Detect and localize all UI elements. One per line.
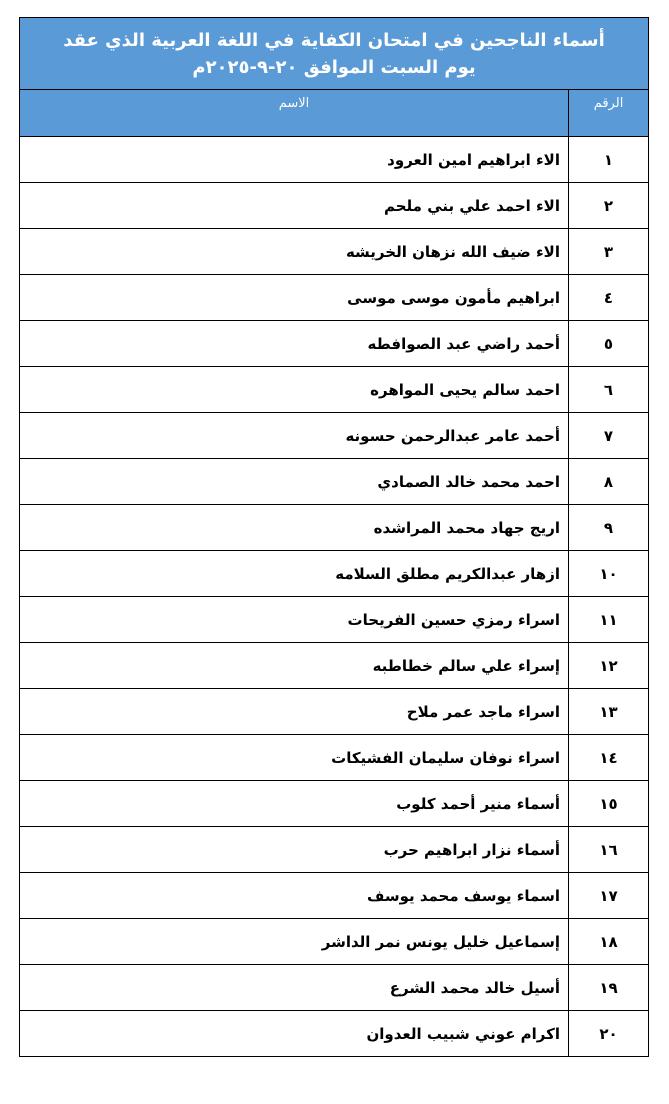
student-name: ابراهيم مأمون موسى موسى (20, 275, 569, 321)
table-row (20, 459, 649, 505)
column-header-row (20, 90, 649, 137)
table-row (20, 965, 649, 1011)
student-name: اريج جهاد محمد المراشده (20, 505, 569, 551)
student-name: أحمد عامر عبدالرحمن حسونه (20, 413, 569, 459)
row-number: ٣ (569, 229, 649, 275)
row-number: ١٥ (569, 781, 649, 827)
row-number: ١٣ (569, 689, 649, 735)
table-row (20, 229, 649, 275)
student-name: اسراء نوفان سليمان الفشيكات (20, 735, 569, 781)
title-line-1: أسماء الناجحين في امتحان الكفاية في اللغة العربية الذي عقد (63, 29, 605, 51)
table-row (20, 689, 649, 735)
row-number: ٤ (569, 275, 649, 321)
student-name: أسيل خالد محمد الشرع (20, 965, 569, 1011)
student-name: اسراء ماجد عمر ملاح (20, 689, 569, 735)
row-number: ١٨ (569, 919, 649, 965)
document-page (20, 17, 649, 1057)
row-number: ٩ (569, 505, 649, 551)
table-row (20, 919, 649, 965)
title-row (20, 18, 649, 90)
table-row (20, 827, 649, 873)
student-name: أسماء منير أحمد كلوب (20, 781, 569, 827)
row-number: ١٤ (569, 735, 649, 781)
table-row (20, 275, 649, 321)
table-row (20, 137, 649, 183)
results-table (19, 17, 649, 1057)
column-header-number: الرقم (569, 90, 649, 137)
row-number: ٨ (569, 459, 649, 505)
table-title (20, 18, 649, 90)
student-name: الاء ابراهيم امين العرود (20, 137, 569, 183)
student-name: اكرام عوني شبيب العدوان (20, 1011, 569, 1057)
table-row (20, 873, 649, 919)
column-header-name: الاسم (20, 90, 569, 137)
table-row (20, 597, 649, 643)
row-number: ٢ (569, 183, 649, 229)
student-name: احمد محمد خالد الصمادي (20, 459, 569, 505)
row-number: ١٧ (569, 873, 649, 919)
student-name: ازهار عبدالكريم مطلق السلامه (20, 551, 569, 597)
table-row (20, 183, 649, 229)
row-number: ٢٠ (569, 1011, 649, 1057)
student-name: اسماء يوسف محمد يوسف (20, 873, 569, 919)
title-line-2: يوم السبت الموافق ٢٠-٩-٢٠٢٥م (192, 56, 476, 78)
table-row (20, 413, 649, 459)
row-number: ١٦ (569, 827, 649, 873)
table-row (20, 551, 649, 597)
table-row (20, 735, 649, 781)
row-number: ١ (569, 137, 649, 183)
row-number: ٧ (569, 413, 649, 459)
table-row (20, 505, 649, 551)
table-body (20, 137, 649, 1057)
student-name: اسراء رمزي حسين الفريحات (20, 597, 569, 643)
row-number: ٥ (569, 321, 649, 367)
row-number: ١٩ (569, 965, 649, 1011)
row-number: ١٢ (569, 643, 649, 689)
student-name: احمد سالم يحيى المواهره (20, 367, 569, 413)
table-row (20, 1011, 649, 1057)
table-row (20, 321, 649, 367)
student-name: إسراء علي سالم خطاطبه (20, 643, 569, 689)
row-number: ١٠ (569, 551, 649, 597)
student-name: الاء ضيف الله نزهان الخريشه (20, 229, 569, 275)
student-name: الاء احمد علي بني ملحم (20, 183, 569, 229)
student-name: أسماء نزار ابراهيم حرب (20, 827, 569, 873)
row-number: ٦ (569, 367, 649, 413)
student-name: أحمد راضي عبد الصوافطه (20, 321, 569, 367)
table-row (20, 781, 649, 827)
table-row (20, 643, 649, 689)
table-row (20, 367, 649, 413)
row-number: ١١ (569, 597, 649, 643)
student-name: إسماعيل خليل يونس نمر الداشر (20, 919, 569, 965)
